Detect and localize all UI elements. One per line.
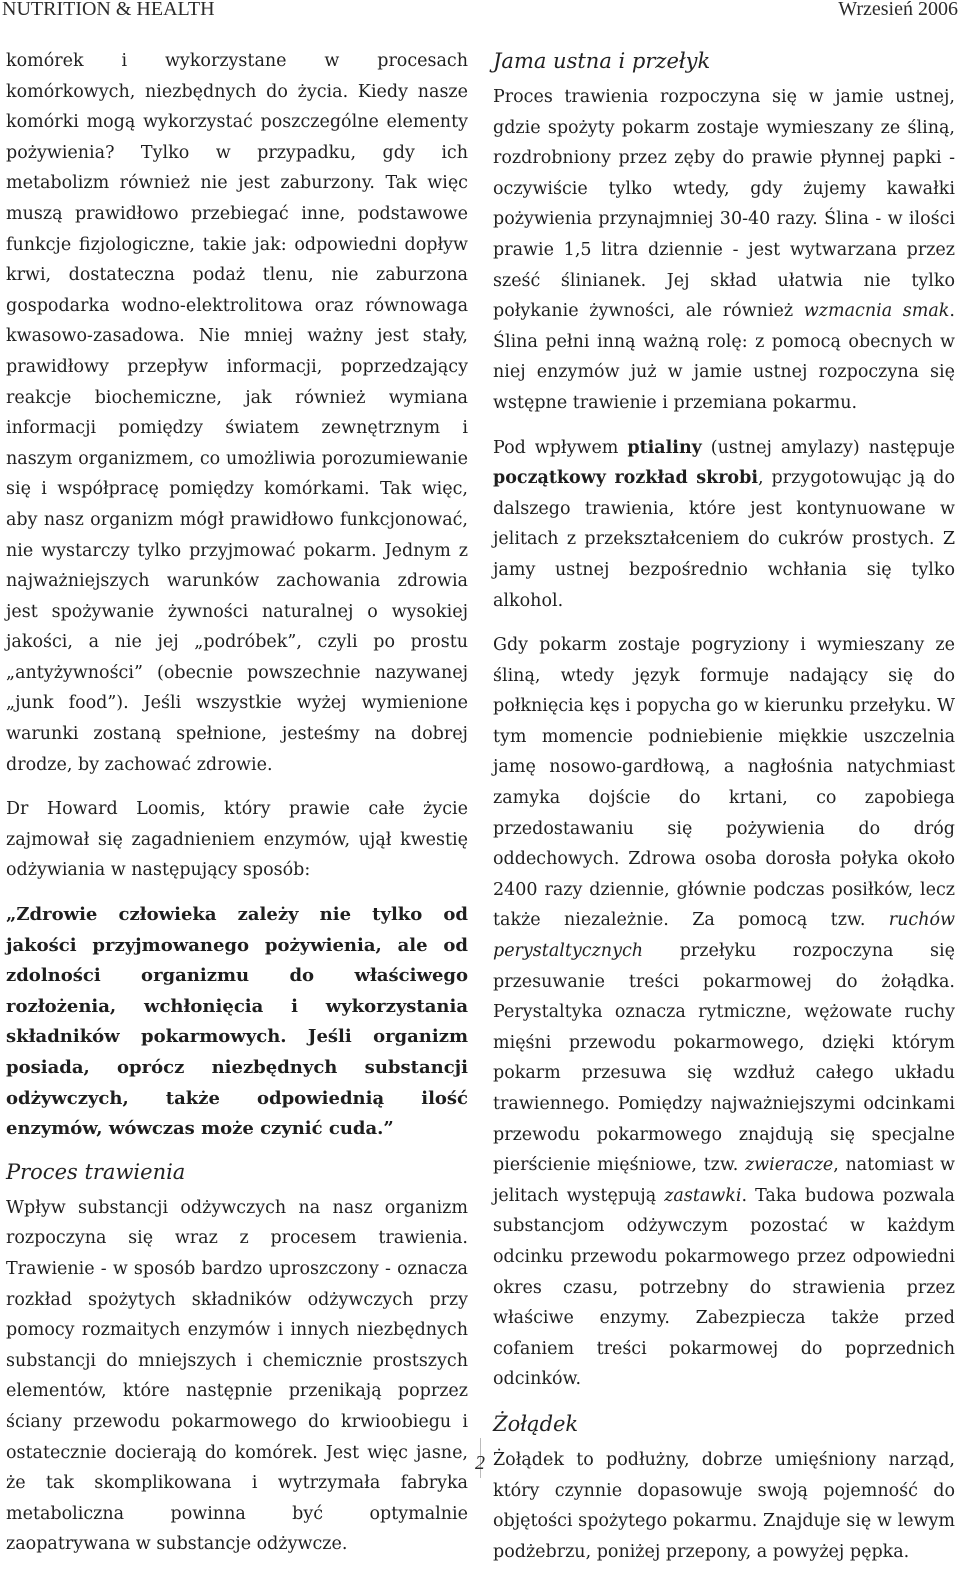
section-heading: Proces trawienia: [6, 1159, 186, 1184]
paragraph: komórek i wykorzystane w procesach komórkowych, niezbędnych do życia. Kiedy nasze komórki mogą wykorzystać poszczególne elementy pożywienia? Tylko w przypadku, gdy ich metabolizm również nie jest zaburzony. Tak więc muszą prawidłowo przebiegać inne, podstawowe funkcje fizjologiczne, takie jak: odpowiedni dopływ krwi, dostateczna podaż tlenu, nie zaburzona gospodarka wodno-elektrolitowa oraz równowaga kwasowo-zasadowa. Nie mniej ważny jest stały, prawidłowy przepływ informacji, poprzedzający reakcje biochemiczne, jak również wymiana informacji pomiędzy światem zewnętrznym i naszym organizmem, co umożliwia porozumiewanie się i współpracę pomiędzy komórkami. Tak więc, aby nasz organizm mógł prawidłowo funkcjonować, nie wystarczy tylko przyjmować pokarm. Jednym z najważniejszych warunków zachowania zdrowia jest spożywanie żywności naturalnej o wysokiej jakości, a nie jej „podróbek”, czyli po prostu „antyżywności” (obecnie powszechnie nazywanej „junk food”). Jeśli wszystkie wyżej wymienione warunki zostaną spełnione, jesteśmy na dobrej drodze, by zachować zdrowie.: [6, 51, 468, 775]
quote: „Zdrowie człowieka zależy nie tylko od jakości przyjmowanego pożywienia, ale od zdolności organizmu do właściwego rozłożenia, wchłonięcia i wykorzystania składników pokarmowych. Jeśli organizm posiada, oprócz niezbędnych substancji odżywczych, także odpowiednią ilość enzymów, wówczas może czynić cuda.”: [6, 904, 468, 1140]
text: Pod wpływem: [493, 437, 628, 458]
section-heading: Żołądek: [493, 1411, 579, 1436]
text: (ustnej amylazy) następuje: [701, 437, 956, 458]
text: przełyku rozpoczyna się przesuwanie treści pokarmowej do żołądka. Perystaltyka oznacza rytmiczne, wężowate ruchy mięśni przewodu pokarmowego, dzięki którym pokarm przesuwa się wzdłuż całego układu trawiennego. Pomiędzy najważniejszymi odcinkami przewodu pokarmowego znajdują się specjalne pierścienie mięśniowe, tzw.: [493, 941, 955, 1176]
paragraph: [493, 630, 955, 1395]
page-header: [0, 0, 960, 26]
emphasis: zwieracze: [744, 1155, 834, 1176]
paragraph: Dr Howard Loomis, który prawie całe życie zajmował się zagadnieniem enzymów, ujął kwestię odżywiania w następujący sposób:: [6, 799, 468, 881]
page-number: 2: [475, 1452, 485, 1474]
paragraph: [493, 433, 955, 617]
right-column: [493, 46, 955, 1581]
emphasis: ruchów perystaltycznych: [493, 910, 955, 962]
header-publication: NUTRITION & HEALTH: [2, 0, 215, 20]
text: . Taka budowa pozwala substancjom odżywczym pozostać w każdym odcinku przewodu pokarmowego przez odpowiedni okres czasu, potrzebny do strawienia przez właściwe enzymy. Zabezpiecza także przed cofaniem treści pokarmowej do poprzednich odcinków.: [493, 1185, 955, 1390]
paragraph: Żołądek to podłużny, dobrze umięśniony narząd, który czynnie dopasowuje swoją pojemność do objętości spożytego pokarmu. Znajduje się w lewym podżebrzu, poniżej przepony, a powyżej pępka.: [493, 1449, 955, 1562]
emphasis: zastawki: [664, 1185, 742, 1206]
paragraph: [493, 82, 955, 419]
bold-term: początkowy rozkład skrobi: [493, 468, 758, 489]
emphasis: wzmacnia smak: [803, 301, 950, 322]
text: . Ślina pełni inną ważną rolę: z pomocą obecnych w niej enzymów już w jamie ustnej rozpoczyna się wstępne trawienie i przemiana pokarmu.: [493, 301, 955, 413]
left-column: [6, 46, 468, 1574]
text: Gdy pokarm zostaje pogryziony i wymieszany ze śliną, wtedy język formuje nadający się do połknięcia kęs i popycha go w kierunku przełyku. W tym momencie podniebienie miękkie uszczelnia jamę nosowo-gardłową, a nagłośnia natychmiast zamyka dojście do krtani, co zapobiega przedostawaniu się pożywienia do dróg oddechowych. Zdrowa osoba dorosła połyka około 2400 razy dziennie, głównie podczas posiłków, lecz także niezależnie. Za pomocą tzw.: [493, 635, 955, 931]
header-date: Wrzesień 2006: [838, 0, 958, 20]
text: Proces trawienia rozpoczyna się w jamie ustnej, gdzie spożyty pokarm zostaje wymieszany ze śliną, rozdrobniony przez zęby do prawie płynnej papki - oczywiście tylko wtedy, gdy żujemy kawałki pożywienia przynajmniej 30-40 razy. Ślina - w ilości prawie 1,5 litra dziennie - jest wytwarzana przez sześć ślinianek. Jej skład ułatwia nie tylko połykanie żywności, ale również: [493, 87, 955, 322]
text: , natomiast w jelitach występują: [493, 1155, 956, 1206]
section-heading: Jama ustna i przełyk: [493, 49, 711, 73]
paragraph: Wpływ substancji odżywczych na nasz organizm rozpoczyna się wraz z procesem trawienia. Trawienie - w sposób bardzo uproszczony - oznacza rozkład spożytych składników odżywczych przy pomocy rozmaitych enzymów i innych niezbędnych substancji do mniejszych i chemicznie prostszych elementów, które następnie przenikają poprzez ściany przewodu pokarmowego do krwioobiegu i ostatecznie docierają do komórek. Jest więc jasne, że tak skomplikowana i wytrzymała fabryka metaboliczna powinna być optymalnie zaopatrywana w substancje odżywcze.: [6, 1197, 468, 1555]
bold-term: ptialiny: [627, 437, 702, 458]
text: , przygotowując ją do dalszego trawienia, które jest kontynuowane w jelitach z przekształceniem do cukrów prostych. Z jamy ustnej bezpośrednio wchłania się tylko alkohol.: [493, 468, 955, 611]
